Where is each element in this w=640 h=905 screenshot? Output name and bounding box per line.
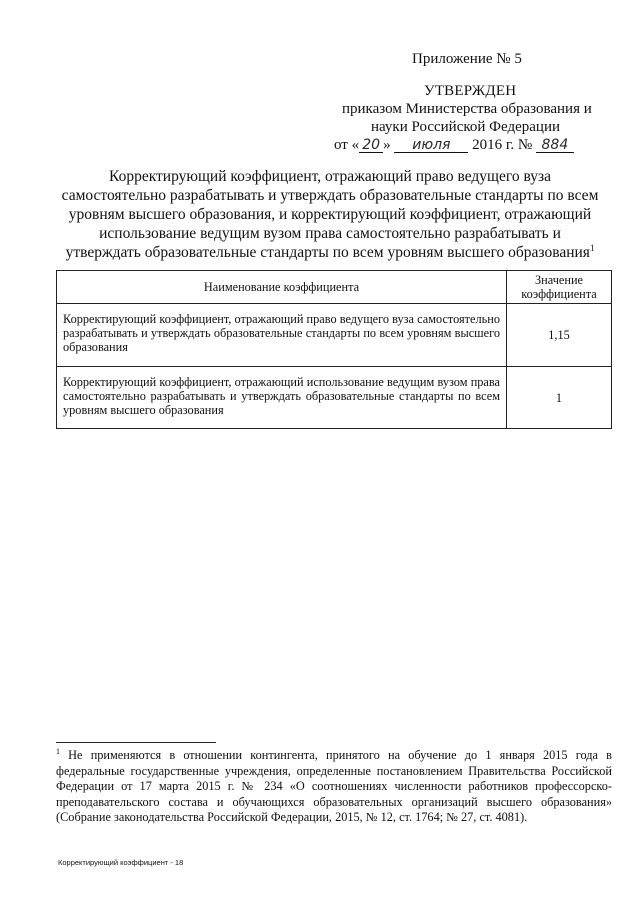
order-issuer-line1: приказом Министерства образования и bbox=[342, 101, 592, 117]
date-mid: » bbox=[383, 137, 391, 153]
handwritten-month: июля bbox=[394, 138, 468, 153]
coefficient-value: 1 bbox=[507, 367, 612, 429]
order-date-line bbox=[334, 137, 574, 154]
footnote-text: Не применяются в отношении контингента, принятого на обучение до 1 января 2015 года в федеральные государственные учреждения, определенные постановлением Правительства Российской Федерации от 17 марта 2015 г. № 234 «О соотношениях численности работников профессорско-преподавательского состава и обучающихся образовательных организаций высшего образования» (Собрание законодательства Российской Федерации, 2015, № 12, ст. 1764; № 27, ст. 4081). bbox=[56, 748, 612, 825]
appendix-number: Приложение № 5 bbox=[412, 51, 522, 67]
date-prefix: от « bbox=[334, 137, 360, 153]
coefficient-name: Корректирующий коэффициент, отражающий использование ведущим вузом права самостоятельно разрабатывать и утверждать образовательные стандарты по всем уровням высшего образования bbox=[57, 367, 507, 429]
approved-stamp: УТВЕРЖДЕН bbox=[424, 83, 517, 99]
column-header-name: Наименование коэффициента bbox=[57, 271, 507, 304]
handwritten-order-number: 884 bbox=[536, 138, 574, 153]
table-row bbox=[57, 304, 612, 367]
coefficient-name: Корректирующий коэффициент, отражающий право ведущего вуза самостоятельно разрабатывать и утверждать образовательные стандарты по всем уровням высшего образования bbox=[57, 304, 507, 367]
document-title bbox=[60, 167, 600, 262]
date-year: 2016 г. № bbox=[472, 137, 533, 153]
table-header-row bbox=[57, 271, 612, 304]
footnote-mark: 1 bbox=[56, 747, 60, 756]
coefficient-value: 1,15 bbox=[507, 304, 612, 367]
coefficient-table bbox=[56, 270, 612, 429]
footnote bbox=[56, 748, 612, 826]
order-issuer-line2: науки Российской Федерации bbox=[371, 119, 561, 135]
title-footnote-mark: 1 bbox=[589, 243, 595, 253]
page-footer: Корректирующий коэффициент - 18 bbox=[58, 858, 184, 867]
handwritten-day: 20 bbox=[359, 138, 383, 153]
footnote-divider bbox=[56, 742, 216, 743]
document-title-text: Корректирующий коэффициент, отражающий право ведущего вуза самостоятельно разрабатывать и утверждать образовательные стандарты по всем уровням высшего образования, и корректирующий коэффициент, отражающий использование ведущим вузом права самостоятельно разрабатывать и утверждать образовательные стандарты по всем уровням высшего образования bbox=[61, 168, 599, 261]
column-header-value: Значение коэффициента bbox=[507, 271, 612, 304]
table-row bbox=[57, 367, 612, 429]
